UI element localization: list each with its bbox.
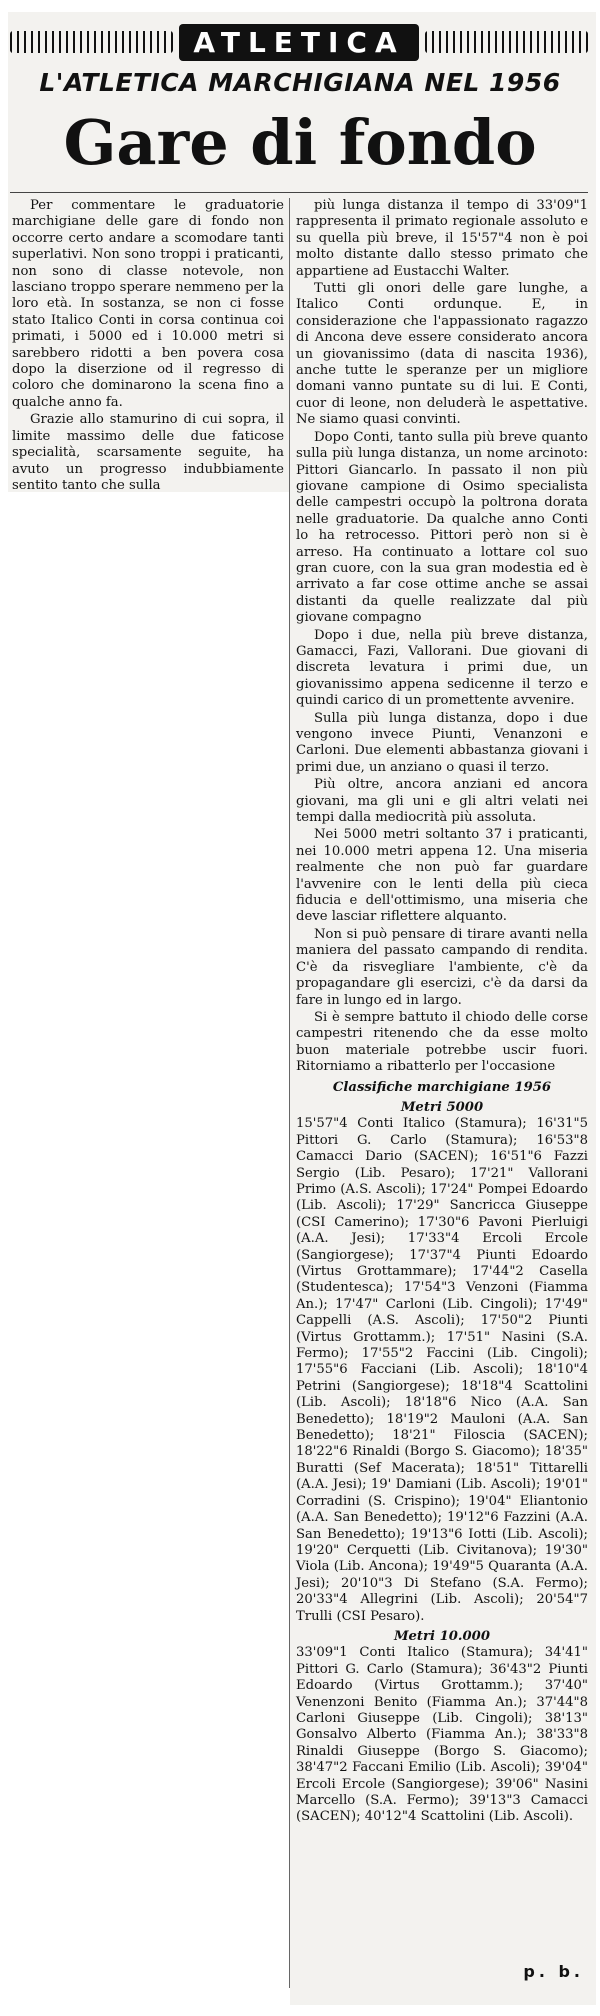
rankings-10000-list: 33'09"1 Conti Italico (Stamura); 34'41" Pittori G. Carlo (Stamura); 36'43"2 Piunti Edoardo (Virtus Grottamm.); 37'40" Venenzoni Benito (Fiamma An.); 37'44"8 Carloni Giuseppe (Lib. Cingoli); 38'13" Gonsalvo Alberto (Fiamma An.); 38'33"8 Rinaldi Giuseppe (Borgo S. Giacomo); 38'47"2 Faccani Emilio (Lib. Ascoli); 39'04" Ercoli Ercole (Sangiorgese); 39'06" Nasini Marcello (S.A. Fermo); 39'13"3 Camacci (SACEN); 40'12"4 Scattolini (Lib. Ascoli). [296,1645,588,1825]
paragraph: più lunga distanza il tempo di 33'09"1 rappresenta il primato regionale assoluto e su quella più breve, il 15'57"4 non è poi molto distante dallo stesso primato che appartiene ad Eustacchi Walter. [296,198,588,279]
rankings-10000-label: Metri 10.000 [393,1628,491,1644]
article-column-left [12,198,284,494]
section-header [10,22,588,62]
headline: Gare di fondo [63,106,537,179]
paragraph: Dopo Conti, tanto sulla più breve quanto sulla più lunga distanza, un nome arcinoto: Pittori Giancarlo. In passato il non più giovane campione di Osimo specialista delle campestri occupò la poltrona dorata nelle graduatorie. Da qualche anno Conti lo ha retrocesso. Pittori però non si è arreso. Ha continuato a lottare col suo gran cuore, con la sua gran modestia ed è arrivato a far cose ottime anche se assai distanti da quelle realizzate dal più giovane compagno [296,429,588,626]
header-rule [10,192,588,193]
author-signature: p. b. [523,1962,584,1981]
paragraph: Si è sempre battuto il chiodo delle corse campestri ritenendo che da esse molto buon materiale potrebbe uscir fuori. Ritorniamo a ribatterlo per l'occasione [296,1009,588,1075]
decorative-border-left [10,31,173,53]
section-label: ATLETICA [179,24,418,61]
paragraph: Non si può pensare di tirare avanti nella maniera del passato campando di rendita. C'è da risvegliare l'ambiente, c'è da propagandare gli esercizi, c'è da darsi da fare in lungo ed in largo. [296,926,588,1008]
rankings-5000-label: Metri 5000 [400,1099,484,1115]
paragraph: Tutti gli onori delle gare lunghe, a Italico Conti ordunque. E, in considerazione che l'appassionato ragazzo di Ancona deve essere considerato ancora un giovanissimo (data di nascita 1936), anche tutte le speranze per un migliore domani vanno puntate su di lui. E Conti, cuor di leone, non deluderà le aspettative. Ne siamo quasi convinti. [296,281,588,428]
paragraph: Nei 5000 metri soltanto 37 i praticanti, nei 10.000 metri appena 12. Una miseria realmente che non può far guardare l'avvenire con le lenti della più cieca fiducia e dell'ottimismo, una miseria che deve lasciar riflettere alquanto. [296,827,588,925]
rankings-title: Classifiche marchigiane 1956 [332,1079,552,1095]
subheadline: L'ATLETICA MARCHIGIANA NEL 1956 [39,68,561,97]
paragraph: Sulla più lunga distanza, dopo i due vengono invece Piunti, Venanzoni e Carloni. Due elementi abbastanza giovani i primi due, un anziano o quasi il terzo. [296,710,588,775]
column-divider [289,198,290,1988]
rankings-5000-list: 15'57"4 Conti Italico (Stamura); 16'31"5 Pittori G. Carlo (Stamura); 16'53"8 Camacci Dario (SACEN); 16'51"6 Fazzi Sergio (Lib. Pesaro); 17'21" Vallorani Primo (A.S. Ascoli); 17'24" Pompei Edoardo (Lib. Ascoli); 17'29" Sancricca Giuseppe (CSI Camerino); 17'30"6 Pavoni Pierluigi (A.A. Jesi); 17'33"4 Ercoli Ercole (Sangiorgese); 17'37"4 Piunti Edoardo (Virtus Grottammare); 17'44"2 Casella (Studentesca); 17'54"3 Venzoni (Fiamma An.); 17'47" Carloni (Lib. Cingoli); 17'49" Cappelli (A.S. Ascoli); 17'50"2 Piunti (Virtus Grottamm.); 17'51" Nasini (S.A. Fermo); 17'55"2 Faccini (Lib. Cingoli); 17'55"6 Facciani (Lib. Ascoli); 18'10"4 Petrini (Sangiorgese); 18'18"4 Scattolini (Lib. Ascoli); 18'18"6 Nico (A.A. San Benedetto); 18'19"2 Mauloni (A.A. San Benedetto); 18'21" Filoscia (SACEN); 18'22"6 Rinaldi (Borgo S. Giacomo); 18'35" Buratti (Sef Macerata); 18'51" Tittarelli (A.A. Jesi); 19' Damiani (Lib. Ascoli); 19'01" Corradini (S. Crispino); 19'04" Eliantonio (A.A. San Benedetto); 19'12"6 Fazzini (A.A. San Benedetto); 19'13"6 Iotti (Lib. Ascoli); 19'20" Cerquetti (Lib. Civitanova); 19'30" Viola (Lib. Ancona); 19'49"5 Quaranta (A.A. Jesi); 20'10"3 Di Stefano (S.A. Fermo); 20'33"4 Allegrini (Lib. Ascoli); 20'54"7 Trulli (CSI Pesaro). [296,1116,588,1624]
article-column-right [296,198,588,1826]
paragraph: Grazie allo stamurino di cui sopra, il limite massimo delle due faticose specialità, scarsamente seguite, ha avuto un progresso indubbiamente sentito tanto che sulla [12,412,284,493]
paragraph: Più oltre, ancora anziani ed ancora giovani, ma gli uni e gli altri velati nei tempi dalla mediocrità più assoluta. [296,777,588,826]
paragraph: Per commentare le graduatorie marchigiane delle gare di fondo non occorre certo andare a scomodare tanti superlativi. Non sono troppi i praticanti, non sono di classe notevole, non lasciano troppo sperare nemmeno per la loro età. In sostanza, se non ci fosse stato Italico Conti in corsa continua coi primati, i 5000 ed i 10.000 metri si sarebbero ridotti a ben povera cosa dopo la diserzione od il regresso di coloro che dominarono la scena fino a qualche anno fa. [12,198,284,410]
decorative-border-right [425,31,588,53]
paragraph: Dopo i due, nella più breve distanza, Gamacci, Fazi, Vallorani. Due giovani di discreta levatura i primi due, un giovanissimo appena sedicenne il terzo e quindi carico di un promettente avvenire. [296,627,588,709]
